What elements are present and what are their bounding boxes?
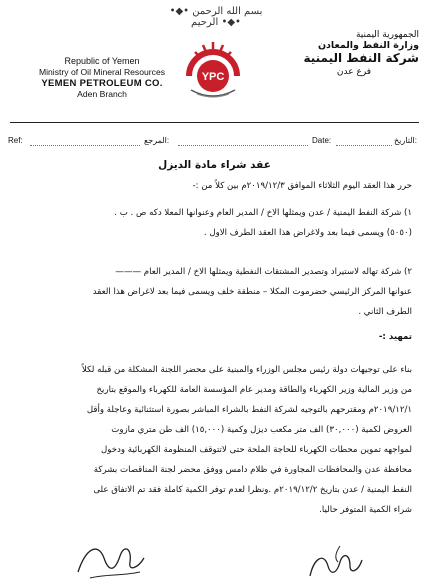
signature-right (300, 536, 370, 586)
date-ar-dotted-line (336, 145, 392, 146)
ref-dotted-line (30, 145, 140, 146)
date-dotted-line (178, 145, 308, 146)
arabic-line-ministry: وزارة النفط والمعادن (317, 40, 419, 51)
signature-left (70, 528, 150, 583)
second-party-line-1: ٢) شركة تهاله لاستيراد وتصدير المشتقات النفطية ويمثلها الاخ / المدير العام ——— (115, 267, 412, 277)
ref-label-ar: المرجع: (144, 136, 170, 145)
ypc-logo (177, 32, 249, 104)
header-separator (10, 122, 419, 123)
english-line-country: Republic of Yemen (64, 56, 140, 66)
second-party-line-3: الطرف الثاني . (358, 307, 412, 317)
preamble-line-8: شراء الكمية المتوفر حاليا. (319, 505, 412, 515)
arabic-line-country: الجمهورية اليمنية (355, 30, 419, 40)
preamble-line-3: ٢٠١٩/١٢/١م ومقترحهم بالتوجيه لشركة النفط بالشراء المباشر بصورة استثنائية وعاجلة وأقل (86, 405, 412, 415)
first-party-line-1: ١) شركة النفط اليمنية / عدن ويمثلها الاخ / المدير العام وعنوانها المعلا دكه ص . ب . (114, 208, 412, 218)
english-letterhead (12, 56, 192, 100)
second-party-line-2: عنوانها المركز الرئيسي حضرموت المكلا – منطقة خلف ويسمى فيما بعد لاغراض هذا العقد (92, 287, 412, 297)
paragraph-second-party (20, 262, 412, 322)
paragraph-preamble (20, 360, 412, 520)
preamble-line-7: النفط اليمنية / عدن بتاريخ ٢٠١٩/١٢/٢م .ونظرا لعدم توفر الكمية كاملة فقد تم الاتفاق على (93, 485, 412, 495)
logo-text: YPC (201, 71, 225, 83)
ornament-right: •◆• (221, 17, 241, 28)
paragraph-intro: حرر هذا العقد اليوم الثلاثاء الموافق ٢٠١٩/١٢/٣م بين كلاً من :- (192, 181, 412, 191)
preamble-line-4: العروض لكمية (٣٠,٠٠٠) الف متر مكعب ديزل وكمية (١٥,٠٠٠) الف طن متري مازوت (111, 425, 412, 435)
paragraph-first-party (20, 203, 412, 243)
ref-label: Ref: (8, 136, 23, 145)
ref-date-line (6, 136, 423, 150)
preamble-heading: تمهيد :- (378, 332, 412, 342)
basmala (168, 6, 264, 28)
first-party-line-2: (٥٠٥٠) ويسمى فيما بعد ولاغراض هذا العقد الطرف الاول . (203, 228, 412, 238)
preamble-line-6: محافظة عدن والمحافظات المجاورة في ظلام دامس ووفق محضر لجنة المناقصات بشركة (93, 465, 412, 475)
english-line-ministry: Ministry of Oil Mineral Resources (38, 67, 166, 77)
arabic-line-company: شركة النفط اليمنية (303, 51, 419, 65)
basmala-text: بسم الله الرحمن الرحيم (191, 6, 263, 28)
preamble-line-2: من وزير المالية وزير الكهرباء والطاقة ومدير عام المؤسسة العامة للكهرباء والموقع بتاريخ (96, 385, 412, 395)
date-label: Date: (312, 136, 332, 145)
ornament-left: •◆• (169, 6, 190, 17)
english-line-company: YEMEN PETROLEUM CO. (41, 78, 163, 89)
english-line-branch: Aden Branch (77, 89, 127, 99)
preamble-line-5: لمواجهه تموين محطات الكهرباء للحاجة الملحة حتى لاتتوقف المنظومة الكهربائية ودخول (101, 445, 412, 455)
preamble-line-1: بناء على توجيهات دولة رئيس مجلس الوزراء والمبنية على محضر اللجنة المشكلة من قبله لكلاً (81, 365, 412, 375)
arabic-letterhead (289, 30, 419, 77)
date-label-ar: التاريخ: (394, 136, 417, 145)
arabic-line-branch: فرع عدن (336, 67, 372, 77)
document-title: عقد شراء مادة الديزل (158, 159, 271, 171)
